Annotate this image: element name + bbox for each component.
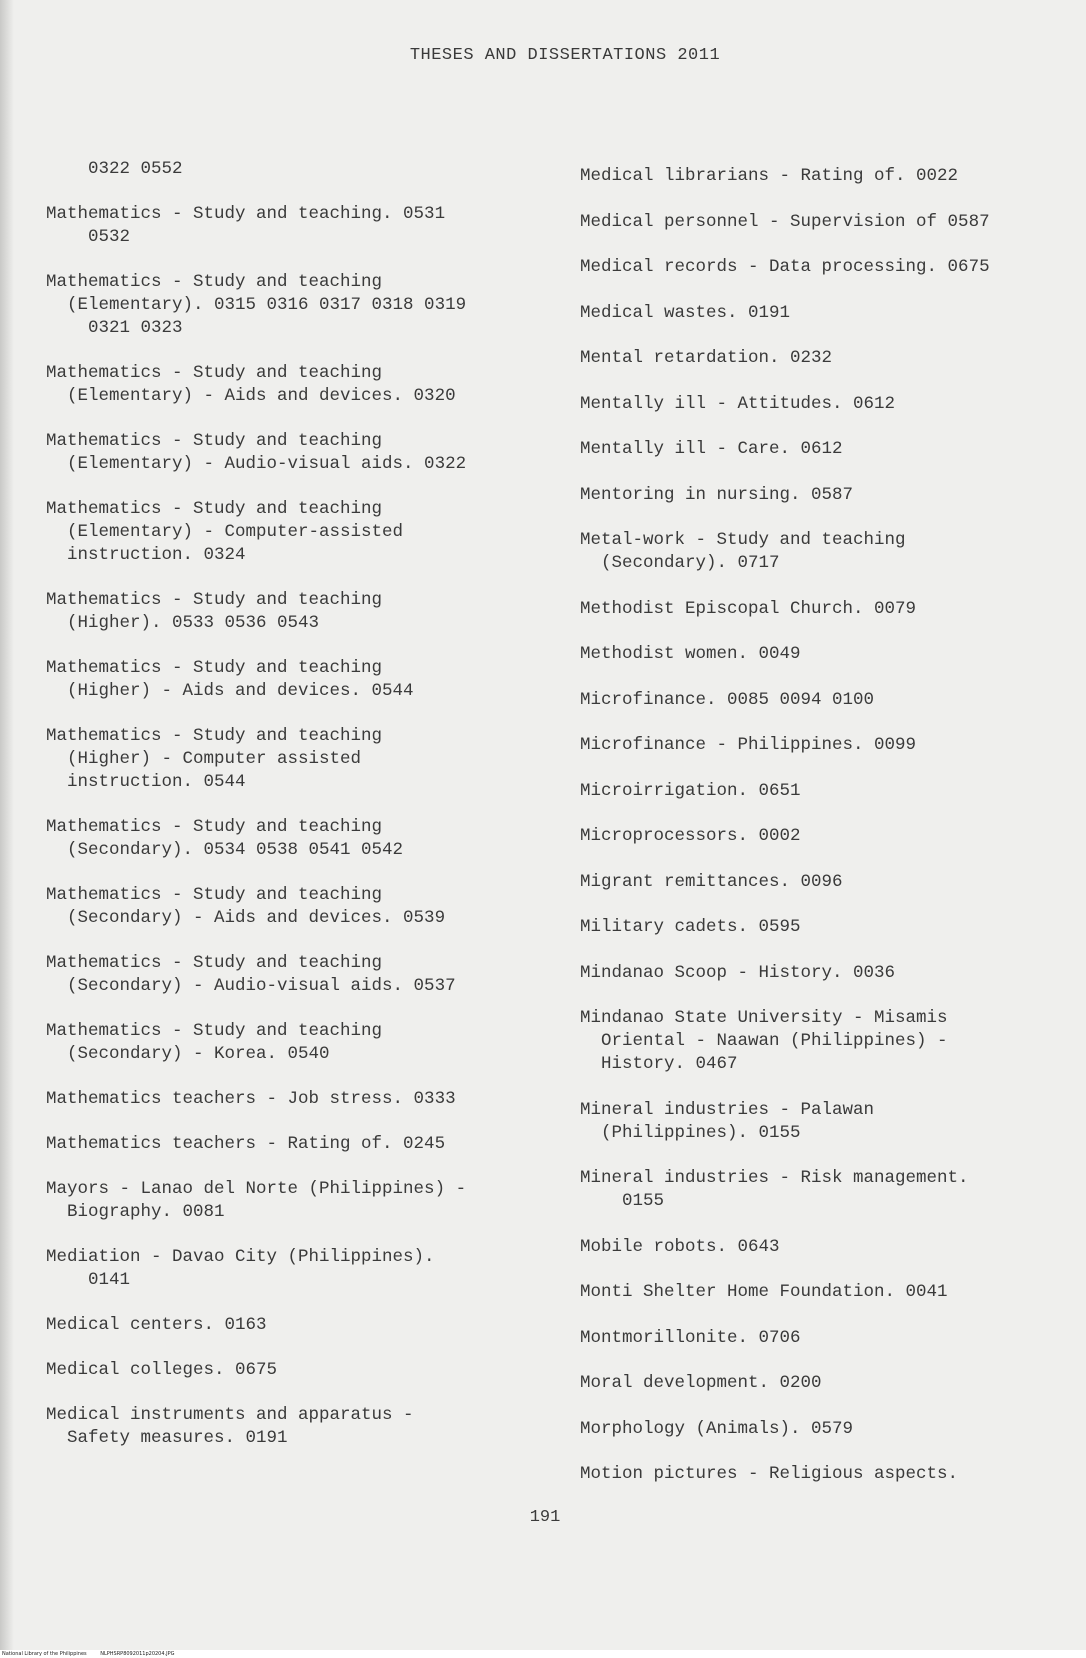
index-entry: Mayors - Lanao del Norte (Philippines) - Biography. 0081 — [46, 1179, 467, 1222]
scan-footer — [0, 1650, 1086, 1658]
index-entry: Moral development. 0200 — [580, 1373, 822, 1393]
index-entry: Mathematics - Study and teaching (Secondary) - Audio-visual aids. 0537 — [46, 953, 456, 996]
index-entry: Medical wastes. 0191 — [580, 302, 791, 323]
index-entry: Mathematics - Study and teaching (Secondary) - Aids and devices. 0539 — [46, 885, 446, 928]
index-entry: Mentally ill - Attitudes. 0612 — [580, 393, 896, 414]
index-entry: Mindanao State University - Misamis Oriental - Naawan (Philippines) - History. 0467 — [580, 1008, 948, 1074]
index-entry: Migrant remittances. 0096 — [580, 871, 843, 892]
index-entry: Mediation - Davao City (Philippines). 0141 — [46, 1247, 435, 1290]
index-entry: Mathematics - Study and teaching (Higher) - Aids and devices. 0544 — [46, 658, 414, 701]
index-entry: Microfinance. 0085 0094 0100 — [580, 689, 875, 710]
index-entry: Medical personnel - Supervision of 0587 — [580, 211, 990, 232]
index-entry: Mathematics - Study and teaching (Higher) - Computer assisted instruction. 0544 — [46, 726, 383, 792]
index-entry: Medical centers. 0163 — [46, 1315, 267, 1335]
index-entry: Medical colleges. 0675 — [46, 1360, 278, 1380]
index-entry: Mathematics - Study and teaching (Higher). 0533 0536 0543 — [46, 590, 383, 633]
index-entry: Mathematics teachers - Job stress. 0333 — [46, 1089, 456, 1109]
index-entry: Microprocessors. 0002 — [580, 826, 801, 846]
index-entry: Mental retardation. 0232 — [580, 348, 833, 368]
right-index-column — [580, 165, 1080, 1509]
index-entry: Mineral industries - Palawan (Philippines). 0155 — [580, 1099, 875, 1143]
page-header: THESES AND DISSERTATIONS 2011 — [409, 46, 721, 65]
index-entry: Mathematics teachers - Rating of. 0245 — [46, 1134, 446, 1154]
index-entry: Mobile robots. 0643 — [580, 1236, 780, 1257]
index-entry: Mentally ill - Care. 0612 — [580, 439, 843, 459]
footer-filename: NLPHSRP8092011p20204.JPG — [100, 1651, 175, 1657]
index-entry: Motion pictures - Religious aspects. — [580, 1464, 959, 1484]
index-entry: Metal-work - Study and teaching (Secondary). 0717 — [580, 530, 906, 573]
index-entry: Montmorillonite. 0706 — [580, 1327, 801, 1348]
index-entry: Microirrigation. 0651 — [580, 780, 801, 801]
index-entry: 0322 0552 — [46, 159, 183, 179]
index-entry: Mineral industries - Risk management. 0155 — [580, 1168, 969, 1211]
index-entry: Mindanao Scoop - History. 0036 — [580, 962, 896, 983]
index-entry: Mathematics - Study and teaching (Elementary) - Computer-assisted instruction. 0324 — [46, 499, 404, 565]
index-entry: Mathematics - Study and teaching (Secondary). 0534 0538 0541 0542 — [46, 817, 404, 860]
index-entry: Methodist Episcopal Church. 0079 — [580, 598, 917, 619]
index-entry: Mathematics - Study and teaching. 0531 0532 — [46, 204, 446, 247]
index-entry: Mathematics - Study and teaching (Elementary) - Aids and devices. 0320 — [46, 363, 456, 406]
index-entry: Medical librarians - Rating of. 0022 — [580, 166, 959, 186]
index-entry: Monti Shelter Home Foundation. 0041 — [580, 1282, 948, 1302]
index-entry: Military cadets. 0595 — [580, 917, 801, 937]
index-entry: Mathematics - Study and teaching (Elementary) - Audio-visual aids. 0322 — [46, 431, 467, 474]
index-entry: Medical records - Data processing. 0675 — [580, 257, 990, 277]
index-entry: Methodist women. 0049 — [580, 644, 801, 664]
left-index-column — [46, 158, 546, 1472]
index-entry: Microfinance - Philippines. 0099 — [580, 735, 917, 755]
index-entry: Morphology (Animals). 0579 — [580, 1418, 854, 1439]
page-number: 191 — [529, 1508, 561, 1527]
index-entry: Mathematics - Study and teaching (Secondary) - Korea. 0540 — [46, 1021, 383, 1064]
footer-library: National Library of the Philippines — [2, 1651, 87, 1657]
index-entry: Mathematics - Study and teaching (Elementary). 0315 0316 0317 0318 0319 0321 0323 — [46, 272, 467, 338]
index-entry: Medical instruments and apparatus - Safety measures. 0191 — [46, 1405, 414, 1448]
index-entry: Mentoring in nursing. 0587 — [580, 484, 854, 505]
